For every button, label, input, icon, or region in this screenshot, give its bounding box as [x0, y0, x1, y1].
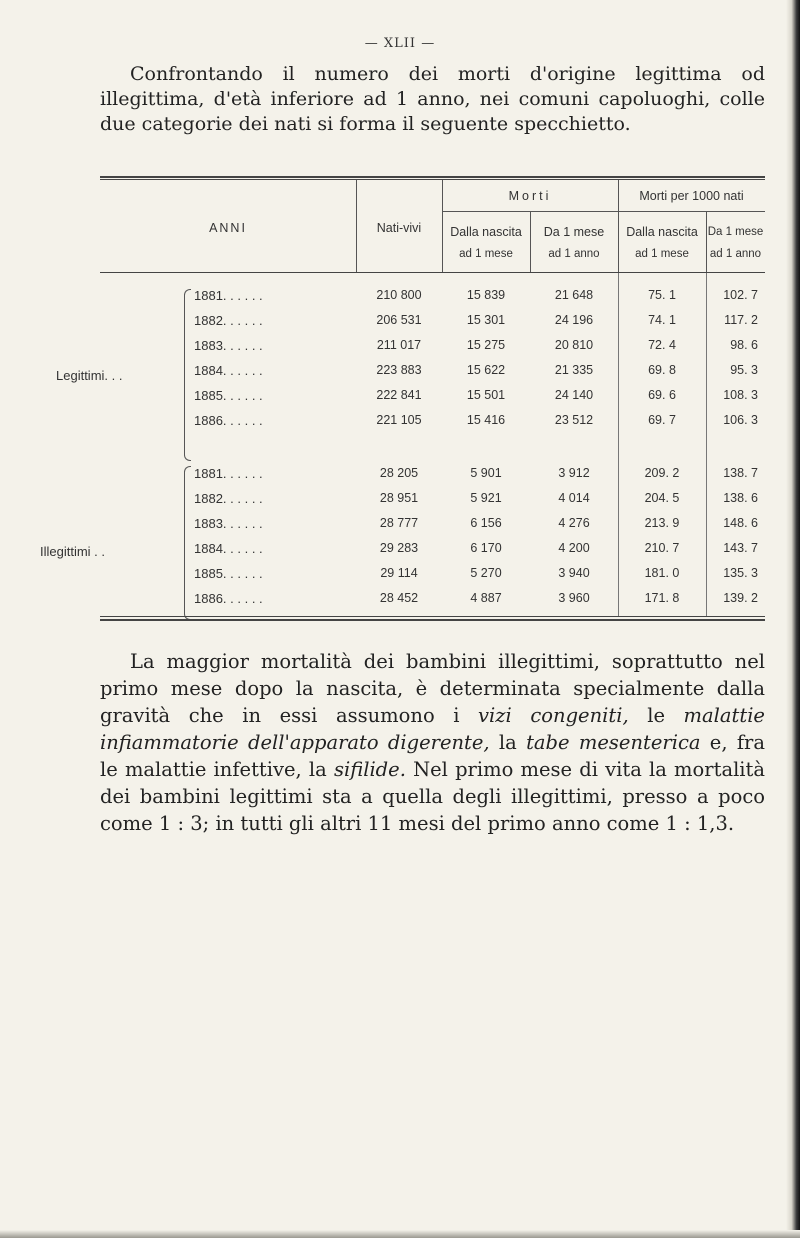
closing-italic: malattie infiammatorie dell'apparato digerente,: [100, 704, 765, 754]
table-cell-m1: 15 622: [466, 363, 506, 377]
table-cell-m1: 15 301: [466, 313, 506, 327]
table-cell-m2: 23 512: [554, 413, 594, 427]
table-cell-m2: 3 940: [558, 566, 590, 580]
row-year: 1883. . . . . .: [194, 338, 263, 353]
table-cell-m2: 20 810: [554, 338, 594, 352]
table-cell-m1: 5 921: [470, 491, 502, 505]
header-dalla-nascita-rate: Dalla nascita: [626, 225, 698, 239]
row-year: 1881. . . . . .: [194, 466, 263, 481]
closing-italic: vizi congeniti,: [478, 704, 629, 727]
table-cell-r2: 117. 2: [724, 313, 758, 327]
table-cell-r2: 95. 3: [730, 363, 758, 377]
table-cell-m2: 21 335: [554, 363, 594, 377]
table-top-rule-thin: [100, 179, 765, 180]
table-cell-nati: 206 531: [376, 313, 422, 327]
table-cell-m2: 4 276: [558, 516, 590, 530]
closing-text: le: [628, 704, 684, 727]
table-cell-m1: 15 275: [466, 338, 506, 352]
table-cell-r1: 181. 0: [644, 566, 680, 580]
closing-text: Nel primo mese di vita la mortalità dei bambini legittimi sta a quella degli illegittimi, presso a poco come 1 : 3; in tutti gli altri 11 mesi del primo anno come 1 : 1,3.: [100, 758, 766, 835]
closing-text: e, fra le malattie infettive, la: [100, 731, 765, 781]
table-cell-r2: 102. 7: [723, 288, 758, 302]
row-year: 1882. . . . . .: [194, 491, 263, 506]
table-cell-m1: 15 501: [466, 388, 506, 402]
table-cell-nati: 28 452: [379, 591, 419, 605]
table-cell-m2: 24 196: [554, 313, 594, 327]
table-bottom-rule: [100, 616, 765, 617]
row-year: 1882. . . . . .: [194, 313, 263, 328]
table-cell-nati: 29 283: [379, 541, 419, 555]
header-nati-vivi: Nati-vivi: [376, 221, 422, 235]
table-cell-nati: 223 883: [376, 363, 422, 377]
header-morti-per-1000: Morti per 1000 nati: [639, 189, 744, 203]
running-head: — XLII —: [364, 36, 436, 51]
table-cell-m1: 15 839: [466, 288, 506, 302]
table-cell-m2: 3 960: [558, 591, 590, 605]
header-morti: Morti: [508, 189, 552, 203]
group-brace: [184, 289, 191, 461]
header-dalla-nascita: Dalla nascita: [450, 225, 522, 239]
closing-text: La maggior mortalità dei bambini illegittimi, soprattutto nel primo mese dopo la nascita, è determinata specialmente dalla gravità che in essi assumono i: [100, 650, 765, 727]
table-cell-nati: 221 105: [376, 413, 422, 427]
table-cell-m1: 6 156: [470, 516, 502, 530]
table-cell-r1: 75. 1: [648, 288, 676, 302]
table-cell-r1: 69. 8: [648, 363, 676, 377]
header-da-1-mese: Da 1 mese: [543, 225, 605, 239]
table-cell-nati: 29 114: [380, 566, 418, 580]
table-cell-r1: 74. 1: [648, 313, 676, 327]
table-bottom-rule-thick: [100, 619, 765, 621]
header-ad-1-mese-rate: ad 1 mese: [635, 248, 689, 260]
header-da-1-mese-rate: Da 1 mese: [707, 226, 764, 238]
table-cell-r2: 106. 3: [723, 413, 758, 427]
table-cell-nati: 28 205: [379, 466, 419, 480]
table-cell-nati: 211 017: [376, 338, 422, 352]
table-cell-r2: 139. 2: [723, 591, 758, 605]
header-divider: [530, 212, 531, 272]
table-cell-r2: 143. 7: [723, 541, 758, 555]
table-cell-m2: 21 648: [554, 288, 594, 302]
table-cell-r1: 210. 7: [644, 541, 680, 555]
table-cell-r1: 209. 2: [644, 466, 680, 480]
row-year: 1884. . . . . .: [194, 363, 263, 378]
table-cell-r1: 69. 6: [648, 388, 676, 402]
group-label-legittimi: Legittimi. . .: [56, 368, 123, 383]
table-cell-r2: 138. 7: [723, 466, 758, 480]
table-cell-r1: 171. 8: [644, 591, 680, 605]
group-label-illegittimi: Illegittimi . .: [40, 544, 106, 559]
table-cell-r1: 213. 9: [644, 516, 680, 530]
table-cell-m1: 4 887: [470, 591, 502, 605]
table-cell-r2: 138. 6: [723, 491, 758, 505]
closing-italic: tabe mesenterica: [526, 731, 701, 754]
header-divider: [706, 212, 707, 272]
table-cell-r2: 98. 6: [730, 338, 758, 352]
table-cell-m2: 4 200: [558, 541, 590, 555]
header-bottom-rule: [100, 272, 765, 273]
header-ad-1-anno: ad 1 anno: [548, 248, 600, 260]
table-cell-m1: 15 416: [466, 413, 506, 427]
page-edge-shadow: [786, 0, 800, 1238]
table-cell-m2: 24 140: [554, 388, 594, 402]
table-top-rule: [100, 176, 765, 178]
table-cell-r2: 135. 3: [723, 566, 758, 580]
table-cell-m1: 6 170: [470, 541, 502, 555]
row-year: 1884. . . . . .: [194, 541, 263, 556]
table-cell-r2: 148. 6: [723, 516, 758, 530]
row-year: 1883. . . . . .: [194, 516, 263, 531]
header-ad-1-mese: ad 1 mese: [459, 248, 513, 260]
closing-paragraph: [100, 648, 765, 837]
table-cell-nati: 222 841: [376, 388, 422, 402]
row-year: 1885. . . . . .: [194, 388, 263, 403]
table-cell-nati: 28 951: [379, 491, 419, 505]
header-ad-1-anno-rate: ad 1 anno: [709, 248, 762, 260]
closing-text: la: [489, 731, 527, 754]
table-cell-m2: 4 014: [558, 491, 590, 505]
table-cell-r2: 108. 3: [723, 388, 758, 402]
header-anni: ANNI: [209, 221, 247, 235]
table-cell-r1: 69. 7: [648, 413, 676, 427]
header-sub-rule: [442, 211, 765, 212]
table-cell-r1: 204. 5: [644, 491, 680, 505]
mortality-table: [40, 176, 765, 622]
row-year: 1885. . . . . .: [194, 566, 263, 581]
row-year: 1881. . . . . .: [194, 288, 263, 303]
body-divider: [618, 273, 619, 616]
row-year: 1886. . . . . .: [194, 413, 263, 428]
table-cell-m1: 5 901: [470, 466, 502, 480]
table-cell-m1: 5 270: [470, 566, 502, 580]
table-cell-nati: 28 777: [379, 516, 419, 530]
table-cell-r1: 72. 4: [648, 338, 676, 352]
group-brace: [184, 466, 191, 620]
page-bottom-shadow: [0, 1230, 800, 1238]
table-cell-nati: 210 800: [376, 288, 422, 302]
table-cell-m2: 3 912: [558, 466, 590, 480]
closing-italic: sifilide.: [333, 758, 406, 781]
intro-paragraph: Confrontando il numero dei morti d'origine legittima od illegittima, d'età inferiore ad 1 anno, nei comuni capoluoghi, colle due categorie dei nati si forma il seguente specchietto.: [100, 63, 765, 135]
row-year: 1886. . . . . .: [194, 591, 263, 606]
